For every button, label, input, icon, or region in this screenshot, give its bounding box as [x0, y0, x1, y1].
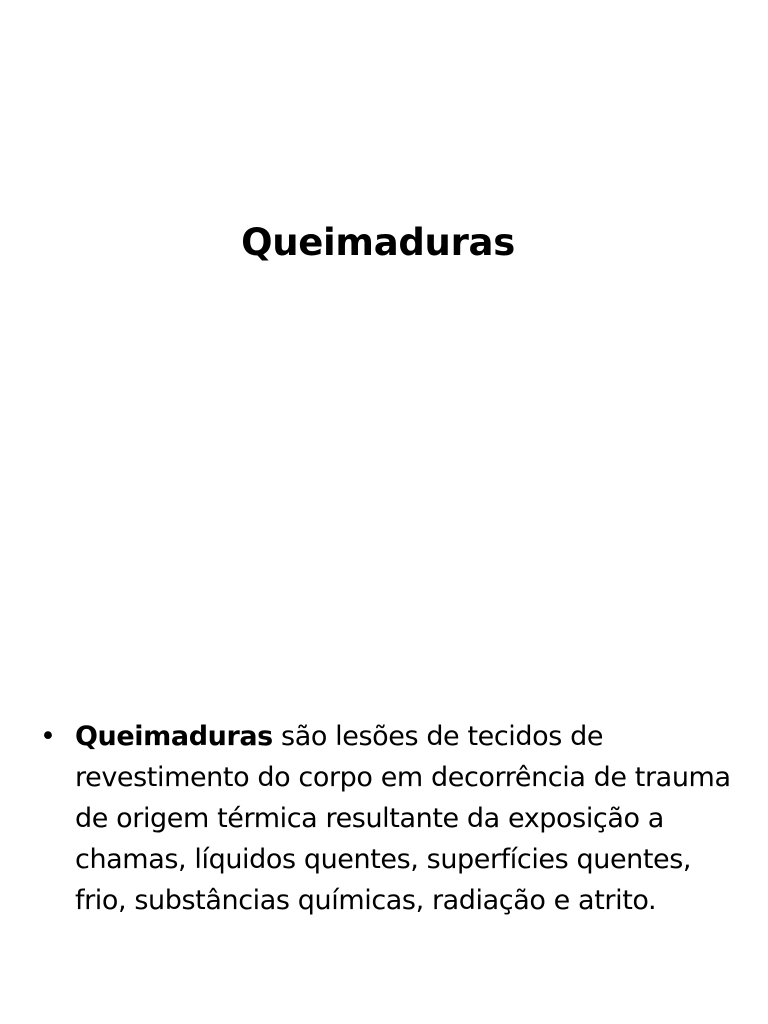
- bullet-icon: •: [40, 721, 56, 752]
- bullet-item: [40, 716, 740, 921]
- slide-body: [40, 716, 740, 921]
- bullet-term: Queimaduras: [75, 721, 273, 752]
- bullet-text: são lesões de tecidos de revestimento do corpo em decorrência de trauma de origem térmica resultante da exposição a chamas, líquidos quentes, superfícies quentes, frio, substâncias químicas, radiação e atrito.: [75, 721, 731, 916]
- slide-title: Queimaduras: [241, 221, 515, 264]
